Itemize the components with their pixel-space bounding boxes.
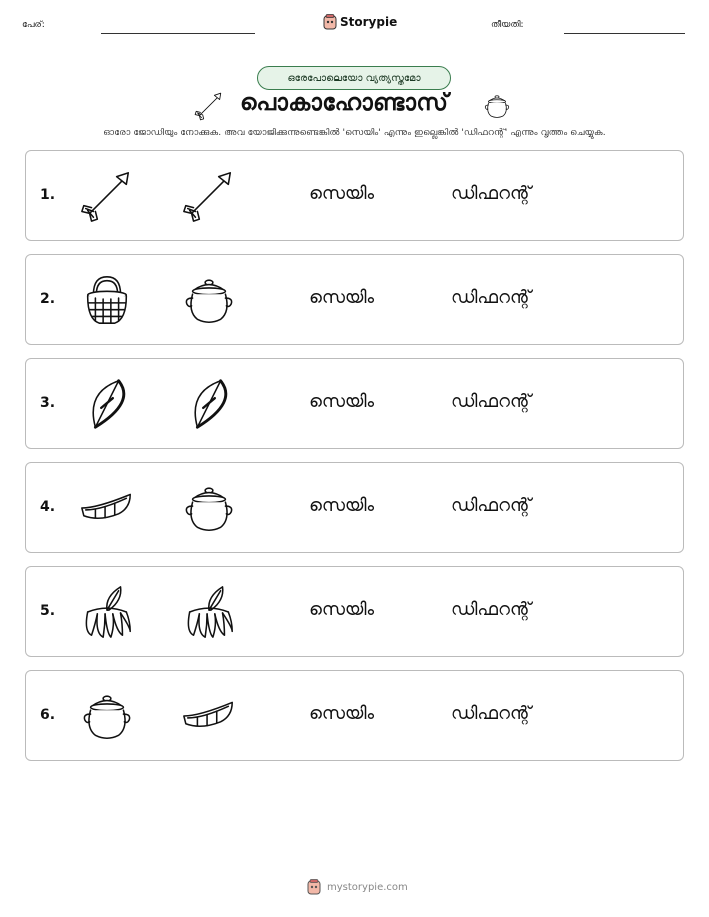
question-number: 6. xyxy=(40,707,56,723)
question-number: 3. xyxy=(40,395,56,411)
different-option[interactable]: ഡിഫറന്റ് xyxy=(451,703,532,724)
canoe-icon xyxy=(180,687,238,745)
same-option[interactable]: സെയിം xyxy=(309,391,375,412)
storypie-logo xyxy=(323,14,397,30)
storypie-mascot-icon xyxy=(307,879,321,895)
basket-icon xyxy=(78,271,136,329)
bow-icon xyxy=(78,375,136,433)
pot-icon xyxy=(78,687,136,745)
title-row xyxy=(0,88,709,124)
pot-icon xyxy=(180,271,238,329)
feather-headdress-icon xyxy=(78,583,136,641)
different-option[interactable]: ഡിഫറന്റ് xyxy=(451,287,532,308)
same-option[interactable]: സെയിം xyxy=(309,287,375,308)
canoe-icon xyxy=(78,479,136,537)
question-number: 5. xyxy=(40,603,56,619)
page-title: പൊകാഹോണ്ടാസ് xyxy=(240,90,449,116)
pot-icon xyxy=(180,479,238,537)
pot-icon xyxy=(482,91,512,121)
different-option[interactable]: ഡിഫറന്റ് xyxy=(451,495,532,516)
name-line[interactable] xyxy=(101,33,255,34)
footer-url[interactable]: mystorypie.com xyxy=(327,881,408,893)
brand-name: Storypie xyxy=(340,15,398,29)
question-row xyxy=(25,254,684,345)
different-option[interactable]: ഡിഫറന്റ് xyxy=(451,391,532,412)
same-option[interactable]: സെയിം xyxy=(309,495,375,516)
different-option[interactable]: ഡിഫറന്റ് xyxy=(451,599,532,620)
date-line[interactable] xyxy=(564,33,685,34)
date-label: തീയതി: xyxy=(491,20,524,30)
arrow-icon xyxy=(180,167,238,225)
different-option[interactable]: ഡിഫറന്റ് xyxy=(451,183,532,204)
arrow-icon xyxy=(193,90,225,122)
storypie-mascot-icon xyxy=(323,14,337,30)
question-number: 1. xyxy=(40,187,56,203)
same-option[interactable]: സെയിം xyxy=(309,703,375,724)
question-number: 4. xyxy=(40,499,56,515)
name-label: പേര്: xyxy=(22,20,45,30)
same-option[interactable]: സെയിം xyxy=(309,599,375,620)
question-row xyxy=(25,566,684,657)
same-option[interactable]: സെയിം xyxy=(309,183,375,204)
question-row xyxy=(25,462,684,553)
bow-icon xyxy=(180,375,238,433)
feather-headdress-icon xyxy=(180,583,238,641)
worksheet-type-badge: ഒരേപോലെയോ വ്യത്യസ്തമോ xyxy=(257,66,451,90)
arrow-icon xyxy=(78,167,136,225)
footer xyxy=(307,879,408,895)
instructions: ഓരോ ജോഡിയും നോക്കുക. അവ യോജിക്കുന്നുണ്ടെങ്കിൽ 'സെയിം' എന്നും ഇല്ലെങ്കിൽ 'ഡിഫറന്റ്' എന്നും വൃത്തം ചെയ്യുക. xyxy=(103,127,606,138)
question-row xyxy=(25,150,684,241)
question-number: 2. xyxy=(40,291,56,307)
question-row xyxy=(25,670,684,761)
question-row xyxy=(25,358,684,449)
